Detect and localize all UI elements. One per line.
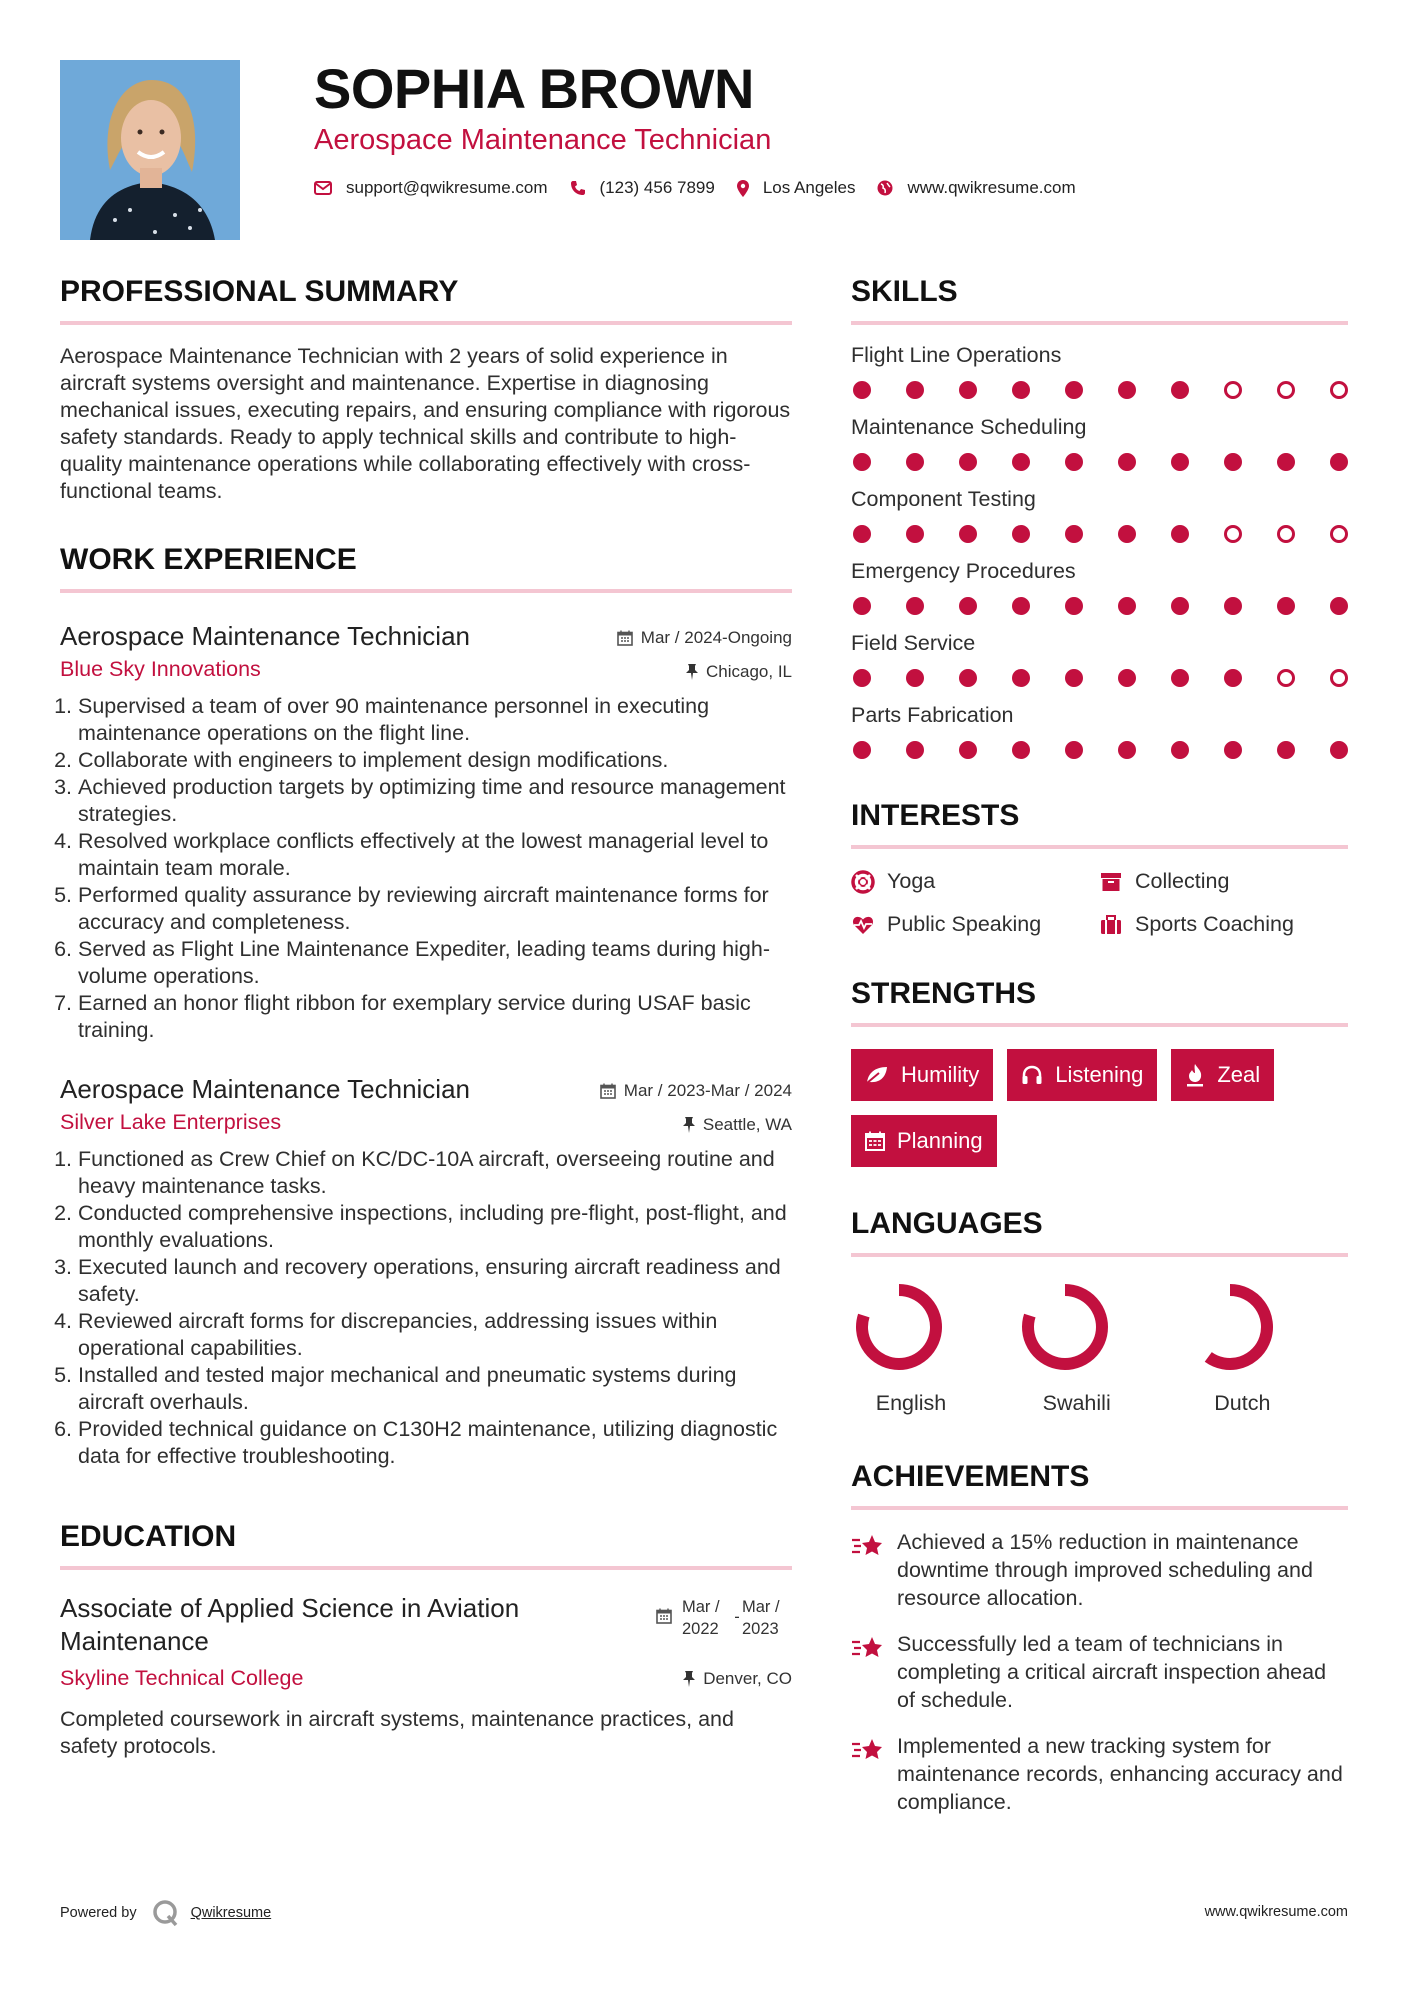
skills-list — [851, 343, 1348, 759]
skill-name: Emergency Procedures — [851, 559, 1076, 583]
skill-dot-filled — [906, 669, 924, 687]
languages-list — [851, 1279, 1348, 1416]
skill-dot-empty — [1224, 525, 1242, 543]
achievements-heading: ACHIEVEMENTS — [851, 1460, 1348, 1510]
job-entry — [60, 615, 792, 1044]
skill-item — [851, 487, 1348, 543]
briefcase-icon — [1099, 913, 1123, 937]
calendar-icon — [600, 1083, 616, 1099]
skill-name: Field Service — [851, 631, 976, 655]
education-description: Completed coursework in aircraft systems, maintenance practices, and safety protocols. — [60, 1707, 734, 1758]
skill-dot-filled — [959, 597, 977, 615]
language-level-arc — [862, 1290, 936, 1364]
interest-item — [851, 869, 1099, 894]
skill-dot-filled — [1277, 597, 1295, 615]
calendar-icon — [656, 1608, 672, 1624]
list-item: 1. Functioned as Crew Chief on KC/DC-10A aircraft, overseeing routine and heavy maintenance tasks. — [78, 1146, 792, 1200]
skill-name: Flight Line Operations — [851, 343, 1062, 367]
education-location — [683, 1669, 792, 1689]
skill-dot-filled — [1171, 525, 1189, 543]
globe-icon — [877, 180, 893, 196]
interests-heading: INTERESTS — [851, 799, 1348, 849]
star-award-icon — [851, 1634, 885, 1662]
skill-dot-filled — [1118, 525, 1136, 543]
right-column — [851, 275, 1348, 1816]
list-item: 6. Served as Flight Line Maintenance Expediter, leading teams during high-volume operations. — [78, 936, 792, 990]
skill-dot-filled — [1277, 453, 1295, 471]
interest-label: Yoga — [887, 869, 936, 893]
skill-dot-filled — [853, 453, 871, 471]
skill-rating — [851, 669, 1348, 687]
skill-rating — [851, 381, 1348, 399]
skill-dot-filled — [853, 741, 871, 759]
job-company: Blue Sky Innovations — [60, 657, 261, 681]
job-date-text: Mar / 2024-Ongoing — [640, 628, 792, 647]
summary-text: Aerospace Maintenance Technician with 2 years of solid experience in aircraft systems oversight and maintenance. Expertise in diagnosing mechanical issues, executing repairs, and ensuring compliance with rigorous safety standards. Ready to apply technical skills and contribute to high-quality maintenance operations while collaborating effectively with cross-functional teams. — [60, 344, 791, 503]
skill-item — [851, 703, 1348, 759]
skill-dot-filled — [1224, 741, 1242, 759]
footer-website[interactable]: www.qwikresume.com — [1204, 1904, 1348, 1920]
languages-heading: LANGUAGES — [851, 1207, 1348, 1257]
skill-dot-filled — [1330, 741, 1348, 759]
education-start: Mar / 2022 — [682, 1598, 720, 1638]
pushpin-icon — [683, 1117, 695, 1133]
skill-dot-filled — [1224, 597, 1242, 615]
pushpin-icon — [686, 664, 698, 680]
skill-dot-filled — [1065, 597, 1083, 615]
star-award-icon — [851, 1736, 885, 1764]
interest-item — [851, 912, 1099, 937]
list-item: 6. Provided technical guidance on C130H2 maintenance, utilizing diagnostic data for effective troubleshooting. — [78, 1416, 792, 1470]
skills-heading: SKILLS — [851, 275, 1348, 325]
list-item: 3. Executed launch and recovery operations, ensuring aircraft readiness and safety. — [78, 1254, 792, 1308]
education-location-text: Denver, CO — [703, 1669, 792, 1688]
strength-tag — [1007, 1049, 1157, 1101]
achievement-item — [851, 1528, 1348, 1612]
school-name: Skyline Technical College — [60, 1666, 304, 1690]
skill-dot-filled — [1118, 741, 1136, 759]
education-entry — [60, 1586, 792, 1706]
contact-location — [737, 178, 856, 198]
language-level-arc — [1209, 1290, 1268, 1364]
candidate-role: Aerospace Maintenance Technician — [314, 124, 772, 156]
strength-tag — [851, 1049, 993, 1101]
strength-label: Zeal — [1217, 1062, 1261, 1087]
profile-photo-illustration — [60, 60, 240, 240]
skill-dot-filled — [1171, 669, 1189, 687]
fire-icon — [1185, 1063, 1205, 1087]
contact-bar — [314, 178, 1098, 198]
calendar-icon — [617, 630, 633, 646]
interests-list — [851, 869, 1348, 937]
interest-item — [1099, 912, 1347, 937]
skill-dot-empty — [1330, 381, 1348, 399]
skill-dot-filled — [1118, 381, 1136, 399]
skill-dot-filled — [1065, 381, 1083, 399]
phone-icon — [570, 180, 586, 196]
education-end: Mar / 2023 — [742, 1598, 780, 1638]
skill-dot-filled — [959, 381, 977, 399]
summary-heading: PROFESSIONAL SUMMARY — [60, 275, 792, 325]
skill-dot-filled — [959, 453, 977, 471]
skill-dot-filled — [906, 525, 924, 543]
list-item: 1. Supervised a team of over 90 maintenance personnel in executing maintenance operations on the flight line. — [78, 693, 792, 747]
job-location-text: Chicago, IL — [706, 662, 792, 681]
skill-dot-filled — [1012, 597, 1030, 615]
job-date — [600, 1081, 792, 1101]
job-entry — [60, 1068, 792, 1470]
skill-rating — [851, 525, 1348, 543]
skill-item — [851, 559, 1348, 615]
skill-item — [851, 631, 1348, 687]
skill-name: Component Testing — [851, 487, 1036, 511]
skill-dot-filled — [853, 525, 871, 543]
skill-dot-filled — [959, 669, 977, 687]
skill-dot-empty — [1224, 381, 1242, 399]
skill-dot-filled — [1171, 741, 1189, 759]
skill-dot-filled — [1065, 453, 1083, 471]
language-level-arc — [1028, 1290, 1102, 1364]
skill-dot-filled — [1171, 597, 1189, 615]
phone-text: (123) 456 7899 — [599, 178, 715, 197]
lifebuoy-icon — [851, 870, 875, 894]
skill-dot-filled — [959, 525, 977, 543]
job-location — [683, 1115, 792, 1135]
education-heading: EDUCATION — [60, 1520, 792, 1570]
skill-dot-filled — [1118, 453, 1136, 471]
skill-dot-filled — [1065, 741, 1083, 759]
skill-item — [851, 343, 1348, 399]
skill-dot-filled — [1330, 453, 1348, 471]
date-separator: - — [734, 1608, 740, 1626]
interest-item — [1099, 869, 1347, 894]
language-ring — [1182, 1279, 1302, 1379]
qwikresume-logo-icon — [151, 1898, 181, 1928]
job-title: Aerospace Maintenance Technician — [60, 1074, 471, 1104]
skill-dot-filled — [853, 597, 871, 615]
skill-dot-empty — [1277, 669, 1295, 687]
list-item: 2. Conducted comprehensive inspections, including pre-flight, post-flight, and monthly evaluations. — [78, 1200, 792, 1254]
skill-dot-filled — [853, 669, 871, 687]
list-item: 5. Installed and tested major mechanical and pneumatic systems during aircraft overhauls. — [78, 1362, 792, 1416]
strength-tag — [1171, 1049, 1274, 1101]
language-name: Swahili — [1042, 1391, 1111, 1415]
job-title: Aerospace Maintenance Technician — [60, 621, 471, 651]
skill-dot-filled — [1171, 453, 1189, 471]
contact-email[interactable] — [314, 178, 548, 198]
skill-dot-filled — [1330, 597, 1348, 615]
footer-branding — [60, 1898, 271, 1928]
strength-label: Humility — [901, 1062, 980, 1087]
language-item — [1182, 1279, 1348, 1416]
skill-dot-filled — [906, 381, 924, 399]
skill-name: Maintenance Scheduling — [851, 415, 1087, 439]
list-item: 4. Reviewed aircraft forms for discrepancies, addressing issues within operational capabilities. — [78, 1308, 792, 1362]
skill-dot-filled — [906, 597, 924, 615]
skill-dot-filled — [1118, 597, 1136, 615]
left-column — [60, 275, 792, 1760]
skill-dot-empty — [1330, 669, 1348, 687]
profile-photo — [60, 60, 240, 240]
archive-box-icon — [1099, 870, 1123, 894]
skill-dot-empty — [1330, 525, 1348, 543]
skill-dot-filled — [1012, 453, 1030, 471]
language-item — [1017, 1279, 1183, 1416]
skill-dot-filled — [1012, 525, 1030, 543]
skill-dot-filled — [1012, 381, 1030, 399]
language-item — [851, 1279, 1017, 1416]
skill-dot-filled — [1224, 453, 1242, 471]
achievement-item — [851, 1732, 1348, 1816]
education-dates — [656, 1596, 792, 1640]
list-item: 5. Performed quality assurance by reviewing aircraft maintenance forms for accuracy and completeness. — [78, 882, 792, 936]
duty-list — [60, 693, 792, 1044]
skill-dot-filled — [1277, 741, 1295, 759]
envelope-icon — [314, 181, 332, 195]
skill-dot-filled — [1065, 669, 1083, 687]
strength-label: Listening — [1055, 1062, 1144, 1087]
interest-label: Sports Coaching — [1135, 912, 1294, 936]
duty-list — [60, 1146, 792, 1470]
skill-dot-filled — [959, 741, 977, 759]
job-company: Silver Lake Enterprises — [60, 1110, 282, 1134]
language-name: Dutch — [1214, 1391, 1271, 1415]
list-item: 2. Collaborate with engineers to implement design modifications. — [78, 747, 792, 774]
strengths-list — [851, 1049, 1348, 1181]
list-item: 7. Earned an honor flight ribbon for exemplary service during USAF basic training. — [78, 990, 792, 1044]
strength-label: Planning — [897, 1128, 983, 1153]
pushpin-icon — [683, 1671, 695, 1687]
headphones-icon — [1021, 1065, 1043, 1085]
skill-dot-filled — [1118, 669, 1136, 687]
skill-dot-filled — [1224, 669, 1242, 687]
candidate-name: SOPHIA BROWN — [314, 57, 754, 120]
interest-label: Public Speaking — [887, 912, 1042, 936]
website-text: www.qwikresume.com — [907, 178, 1076, 197]
experience-heading: WORK EXPERIENCE — [60, 543, 792, 593]
list-item: 4. Resolved workplace conflicts effectively at the lowest managerial level to maintain team morale. — [78, 828, 792, 882]
skill-dot-filled — [1171, 381, 1189, 399]
skill-dot-filled — [853, 381, 871, 399]
leaf-icon — [865, 1065, 889, 1085]
strengths-heading: STRENGTHS — [851, 977, 1348, 1027]
achievement-text: Implemented a new tracking system for maintenance records, enhancing accuracy and compliance. — [897, 1734, 1343, 1814]
degree-title: Associate of Applied Science in Aviation Maintenance — [60, 1593, 520, 1656]
skill-item — [851, 415, 1348, 471]
location-text: Los Angeles — [762, 178, 856, 197]
brand-link[interactable]: Qwikresume — [190, 1905, 272, 1921]
skill-name: Parts Fabrication — [851, 703, 1014, 727]
skill-dot-empty — [1277, 525, 1295, 543]
contact-website[interactable] — [877, 178, 1075, 198]
skill-dot-filled — [1065, 525, 1083, 543]
powered-by-text: Powered by — [60, 1905, 137, 1921]
skill-rating — [851, 741, 1348, 759]
skill-dot-filled — [1012, 741, 1030, 759]
skill-dot-filled — [906, 453, 924, 471]
achievement-item — [851, 1630, 1348, 1714]
language-ring — [1017, 1279, 1137, 1379]
star-award-icon — [851, 1532, 885, 1560]
email-text: support@qwikresume.com — [346, 178, 548, 197]
skill-dot-filled — [906, 741, 924, 759]
strength-tag — [851, 1115, 997, 1167]
calendar-icon — [865, 1131, 885, 1151]
achievements-list — [851, 1528, 1348, 1816]
skill-dot-filled — [1012, 669, 1030, 687]
contact-phone[interactable] — [570, 178, 715, 198]
job-date — [617, 628, 792, 648]
job-date-text: Mar / 2023-Mar / 2024 — [623, 1081, 792, 1100]
job-location — [686, 662, 792, 682]
language-name: English — [875, 1391, 947, 1415]
achievement-text: Achieved a 15% reduction in maintenance downtime through improved scheduling and resource allocation. — [897, 1530, 1313, 1610]
interest-label: Collecting — [1135, 869, 1230, 893]
map-pin-icon — [737, 180, 749, 197]
list-item: 3. Achieved production targets by optimizing time and resource management strategies. — [78, 774, 792, 828]
achievement-text: Successfully led a team of technicians in completing a critical aircraft inspection ahead of schedule. — [897, 1632, 1327, 1712]
skill-dot-empty — [1277, 381, 1295, 399]
language-ring — [851, 1279, 971, 1379]
heartbeat-icon — [851, 913, 875, 937]
skill-rating — [851, 597, 1348, 615]
skill-rating — [851, 453, 1348, 471]
job-location-text: Seattle, WA — [702, 1115, 792, 1134]
